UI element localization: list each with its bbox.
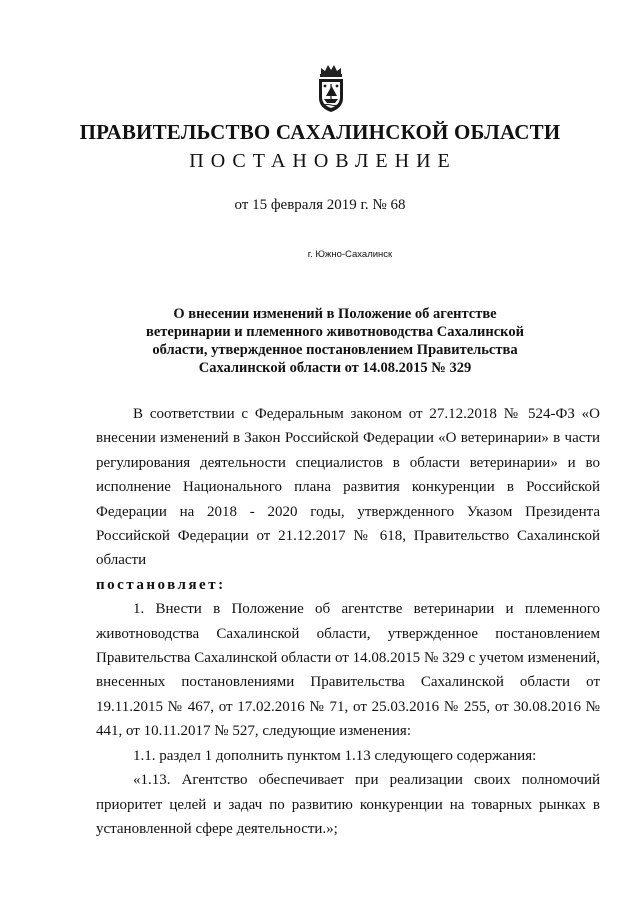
subject-line: О внесении изменений в Положение об агентстве [173,306,497,322]
subject-line: области, утвержденное постановлением Правительства [152,342,518,358]
subject-line: Сахалинской области от 14.08.2015 № 329 [198,360,472,376]
document-city: г. Южно-Сахалинск [307,249,393,260]
resolves-heading: постановляет: [96,576,226,593]
preamble-paragraph: В соответствии с Федеральным законом от 27.12.2018 № 524-ФЗ «О внесении изменений в Закон Российской Федерации «О ветеринарии» в части регулирования деятельности специалистов в области ветеринарии» и во исполнение Национального плана развития конкуренции в Российской Федерации на 2018 - 2020 годы, утвержденного Указом Президента Российской Федерации от 21.12.2017 № 618, Правительство Сахалинской области [96,406,600,569]
item-1-paragraph: 1. Внести в Положение об агентстве ветеринарии и племенного животноводства Сахалинской области, утвержденное постановлением Правительства Сахалинской области от 14.08.2015 № 329 с учетом изменений, внесенных постановлениями Правительства Сахалинской области от 19.11.2015 № 467, от 17.02.2016 № 71, от 25.03.2016 № 255, от 30.08.2016 № 441, от 10.11.2017 № 527, следующие изменения: [96,601,600,740]
government-title: ПРАВИТЕЛЬСТВО САХАЛИНСКОЙ ОБЛАСТИ [79,120,561,144]
coat-of-arms-icon [315,60,347,114]
document-body [96,402,600,841]
subject-line: ветеринарии и племенного животноводства Сахалинской [146,324,524,340]
item-1-1-paragraph: 1.1. раздел 1 дополнить пунктом 1.13 следующего содержания: [133,747,537,764]
document-subject [130,305,540,377]
item-1-13-paragraph: «1.13. Агентство обеспечивает при реализации своих полномочий приоритет целей и задач по развитию конкуренции на товарных рынках в установленной сфере деятельности.»; [96,772,600,837]
document-type: ПОСТАНОВЛЕНИЕ [189,150,457,172]
document-date-number: от 15 февраля 2019 г. № 68 [234,197,406,213]
